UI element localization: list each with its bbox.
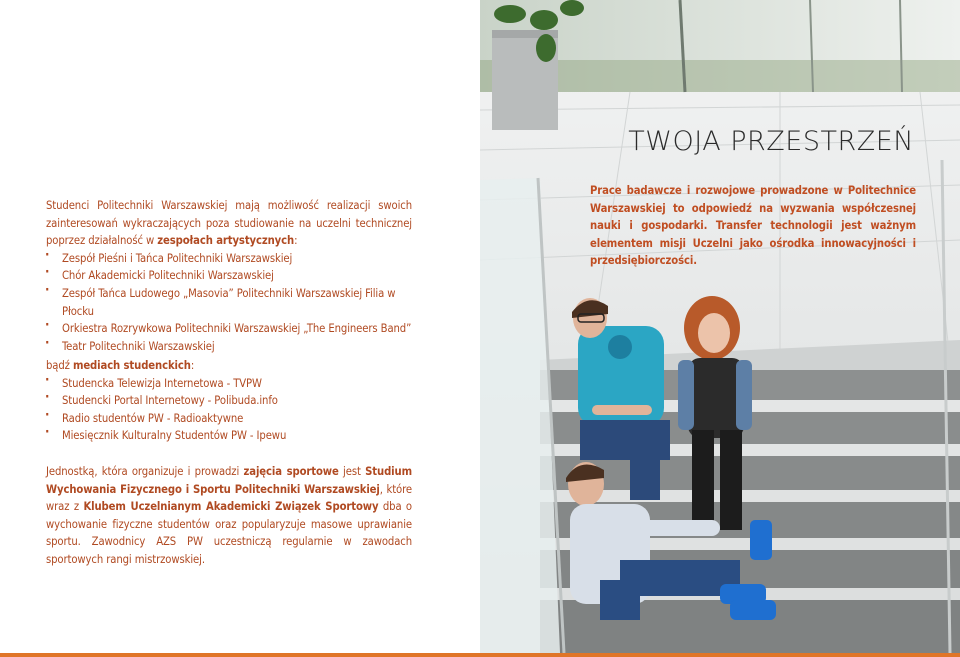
photo-illustration xyxy=(480,0,960,653)
intro-paragraph xyxy=(46,197,412,250)
artistic-section xyxy=(46,197,412,355)
sport-text-2: jest xyxy=(338,465,366,478)
media-text: bądź xyxy=(46,359,73,372)
sport-text-3: , które wraz z xyxy=(46,482,412,514)
media-bold: mediach studenckich xyxy=(72,359,191,372)
list-item: · Radio studentów PW - Radioaktywne xyxy=(46,410,412,428)
sport-bold-1: zajęcia sportowe xyxy=(243,465,339,478)
list-item: · Miesięcznik Kulturalny Studentów PW - Ipewu xyxy=(46,427,412,445)
list-item: · Orkiestra Rozrywkowa Politechniki Warszawskiej „The Engineers Band” xyxy=(46,320,412,338)
research-paragraph: Prace badawcze i rozwojowe prowadzone w Politechnice Warszawskiej to odpowiedź na wyzwania współczesnej nauki i gospodarki. Transfer technologii jest ważnym elementem misji Uczelni jako ośrodka innowacyjności i przedsiębiorczości. xyxy=(590,184,916,268)
intro-text: Studenci Politechniki Warszawskiej mają możliwość realizacji swoich zainteresowań wykraczających poza studiowanie na uczelni technicznej poprzez działalność w xyxy=(46,199,412,248)
left-page xyxy=(0,0,480,653)
list-item: · Studencka Telewizja Internetowa - TVPW xyxy=(46,375,412,393)
list-item: · Teatr Politechniki Warszawskiej xyxy=(46,338,412,356)
list-item: · Studencki Portal Internetowy - Polibuda.info xyxy=(46,392,412,410)
sport-text-4: dba o wychowanie fizyczne studentów oraz popularyzuje masowe uprawianie sportu. Zawodnicy AZS PW uczestniczą regularnie w zawodach sportowych rangi mistrzowskiej. xyxy=(46,500,412,566)
sport-bold-2: Studium Wychowania Fizycznego i Sportu Politechniki Warszawskiej xyxy=(46,465,412,496)
list-item: · Chór Akademicki Politechniki Warszawskiej xyxy=(46,267,412,285)
media-paragraph xyxy=(46,357,412,375)
page-title: TWOJA PRZESTRZEŃ xyxy=(628,126,914,157)
sport-section xyxy=(46,463,412,569)
sport-text-1: Jednostką, która organizuje i prowadzi xyxy=(46,465,244,478)
media-colon: : xyxy=(190,359,195,372)
list-item: · Zespół Tańca Ludowego „Masovia” Politechniki Warszawskiej Filia w Płocku xyxy=(46,285,412,320)
media-section xyxy=(46,357,412,445)
artistic-groups-list xyxy=(46,250,412,356)
bottom-accent-bar xyxy=(0,653,960,657)
intro-bold: zespołach artystycznych xyxy=(157,234,295,248)
sport-paragraph xyxy=(46,463,412,569)
intro-colon: : xyxy=(294,234,298,248)
sport-bold-3: Klubem Uczelnianym Akademicki Związek Sportowy xyxy=(83,500,379,514)
list-item: · Zespół Pieśni i Tańca Politechniki Warszawskiej xyxy=(46,250,412,268)
media-list xyxy=(46,375,412,445)
students-photo xyxy=(480,0,960,653)
